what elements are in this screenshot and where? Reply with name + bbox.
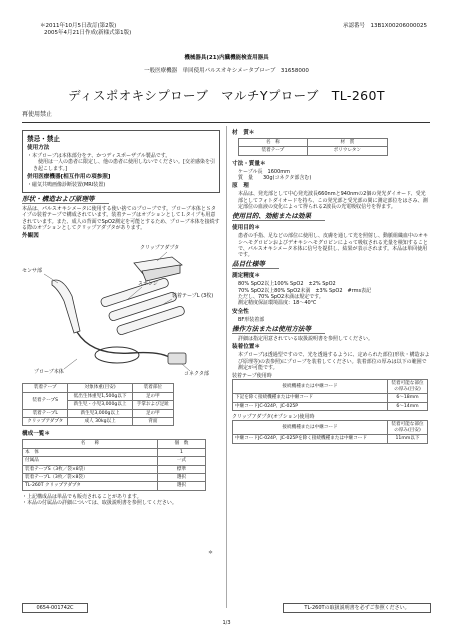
label-probe-body: プローブ本体 [34,369,64,376]
specs-heading: 品目仕様等 [232,261,279,269]
principle-heading: 原 理 [232,183,249,190]
operation-heading: 操作方法または使用方法等 [232,326,325,334]
label-sponge: スポンジ [138,281,158,288]
label-sensor: センサ部 [22,268,43,275]
diagram-heading: 外観図 [22,233,39,240]
shape-heading: 形状・構造および原理等 [22,196,109,204]
principle-body: 本品は、発光部として中心発光波長660nmと940nmの2個の発光ダイオード、受光部としてフォトダイオードを持ち、この発光部と受光部の間に測定部位をはさみ、測定部位の血液の変化によって得られる2波長の光電吸収信号を得ます。 [238,191,428,210]
dimension-line: ケーブル長 1600mm [238,168,291,175]
material-table [238,138,388,156]
th-site: 装着部位 [132,384,173,392]
accuracy-line: 70% SpO2以上80% SpO2未満 ±3% SpO2 #rms表記 [238,287,372,294]
clip-usage-label: クリップアダプタ(オプション)使用時 [232,414,315,421]
table-row: 装着テープS 低出生体重児1,500g以下 足の甲 [23,392,174,400]
accuracy-title: 測定精度＊ [232,273,260,280]
dimension-line: 質 量 30g(コネクタ部含む) [238,175,312,182]
table-mark: ＊ [208,550,214,556]
th-name: 名 称 [23,440,158,448]
usage-heading: 使用方法 [27,145,50,151]
components-note: ・上記構成品は単品でも販売されることがあります。 [22,493,142,500]
footer-note: TL-260Tの取扱説明書を必ずご参照ください。 [283,603,431,613]
accuracy-line: 80% SpO2以上100% SpO2 ±2% SpO2 [238,281,336,288]
cable-loop [95,347,139,363]
material-heading: 材 質＊ [232,130,255,136]
page-number: 1/3 [222,620,231,626]
revision-history [40,23,131,37]
operation-intro: 詳細は指定用意されている取扱説明書を参照してください。 [238,335,374,342]
operation-sub: 装着位置＊ [232,344,260,351]
th-material-name: 名 称 [239,139,308,147]
table-row: 装着テープS（3枚／袋×8袋） 標準 [23,465,206,473]
sensor-shape [52,280,80,333]
th-count: 個 数 [158,440,206,448]
table-row: 中継コードJC-024P、JC-025P 6～14mm [233,402,428,410]
sensor-leader [44,274,58,283]
approval-number: 承認番号 13B1X00206000025 [342,23,427,29]
shape-body: 本品は、パルスオキシメータに使用する使い捨てのプローブです。プローブ本体とＳタイプの装着テープで構成されています。装着テープはオプションとしてＬタイプも用意されています。また、成人の背面でSpO2測定を可能とするため、プローブ本体を接続する際のオプションとしてクリップアダプタがあります。 [22,206,220,232]
table-row: 新生児・小児3,000g以上 手掌および足趾 [23,401,174,409]
table-row: 本 体 1 [23,448,206,456]
label-tape: 装着テープL (3枚) [172,293,214,300]
th-weight: 対象体重(目安) [68,384,132,392]
purpose-body: 患者の手指、足などの部位に使用し、皮膚を通して光を照射し、動脈組織血中のオキシヘモグロビンおよびデオキシヘモグロビンによって吸収される光量を検知することで、パルスオキシメータ本体に信号を提供し、結果が表示されます。本品は単回使用です。 [238,233,429,259]
warnings-heading: 禁忌・禁止 [27,135,60,143]
reuse-banner: 再使用禁止 [22,111,53,118]
table-row: 下記を除く接続機種または中継コード 6～18mm [233,394,428,402]
table-row: クリップアダプタ 成人 30kg以上 背面 [23,418,174,426]
diagram-drawing [22,241,220,381]
label-clip-adapter: クリップアダプタ [140,245,180,252]
table-row: 装着テープL（3枚／袋×8袋） 選択 [23,474,206,482]
tape-thickness-table: 接続機種または中継コード 装着可能な部位の厚み(目安) 下記を除く接続機種または中継コード 6～18mm 中継コードJC-024P、JC-025P 6～14mm [232,379,428,411]
cable-path [77,332,172,359]
right-column [232,128,430,444]
table-row: 装着テープL 新生児3,000g以上 足の甲 [23,409,174,417]
table-row: TL-260T クリップアダプタ 選択 [23,482,206,490]
label-connector: コネクタ部 [184,371,209,378]
appearance-diagram [22,241,220,381]
revision-line-1: ＊2011年10月5日改訂(第2版) [40,23,117,29]
components-table [22,439,206,490]
tape-usage-label: 装着テープ使用時 [232,373,272,380]
combo-heading: 併用医療機器[相互作用の項参照] [27,173,111,180]
clip-thickness-table: 接続機種または中継コード 装着可能な部位の厚み(目安) 中継コードJC-024P、JC-025Pを除く接続機種または中継コード 11mm以下 [232,420,428,443]
classification: 機械器具(21)内臓機能検査用器具 [184,55,269,61]
th-tape: 装着テープ [23,384,68,392]
purpose-heading: 使用目的、効能または効果 [232,213,325,221]
safety-line: BF形装着部 [238,316,265,323]
components-note: ・本品の付属品の詳細については、取扱説明書を参照してください。 [22,500,177,507]
accuracy-line: ただし、70% SpO2未満は規定です。 [238,294,324,301]
table-row: 付属品 一式 [23,457,206,465]
th-material: 材 質 [307,139,387,147]
purpose-sub: 使用目的＊ [232,225,260,232]
table-row: 中継コードJC-024P、JC-025Pを除く接続機種または中継コード 11mm以下 [233,435,428,443]
tape-table [22,383,174,426]
safety-title: 安全性 [232,308,249,315]
left-column [22,130,220,556]
combo-line: ・磁気共鳴画像診断装置(MRI装置) [27,181,106,188]
warnings-box [22,130,220,193]
connector-shape [168,353,186,364]
usage-line: ・本プローブは本体部分をテ、かつディスポーザブル製品です。 [27,153,171,159]
operation-body: 本プローブは透過型ですので、光を透過するように、定められた部位(形状・構造および原理等)の表参照)にプローブを装着してください。装着部位の厚みは以下の範囲で測定が可能です。 [238,352,430,371]
usage-line: 使用は一人の患者に限定し、他の患者に使用しないでください。[交差感染を引き起こします。] [33,159,215,172]
accuracy-line: 測定精度保証環境温度：18～40℃ [238,300,317,307]
doc-code: 0654-001742C [22,603,88,613]
revision-line-2: 2005年4月21日作成(新様式第1版) [44,30,132,36]
table-row: 装着テープ ポリウレタン [239,147,388,155]
components-heading: 構成一覧＊ [22,431,50,438]
dimensions-heading: 寸法・質量＊ [232,160,266,167]
header-divider [22,122,430,123]
column-divider [226,126,227,608]
generic-name: 一般医療機器 単回使用パルスオキシメータプローブ 31658000 [144,68,309,74]
page-title: ディスポオキシプローブ マルチYプローブ TL-260T [68,88,385,103]
probe-leader [64,359,77,369]
